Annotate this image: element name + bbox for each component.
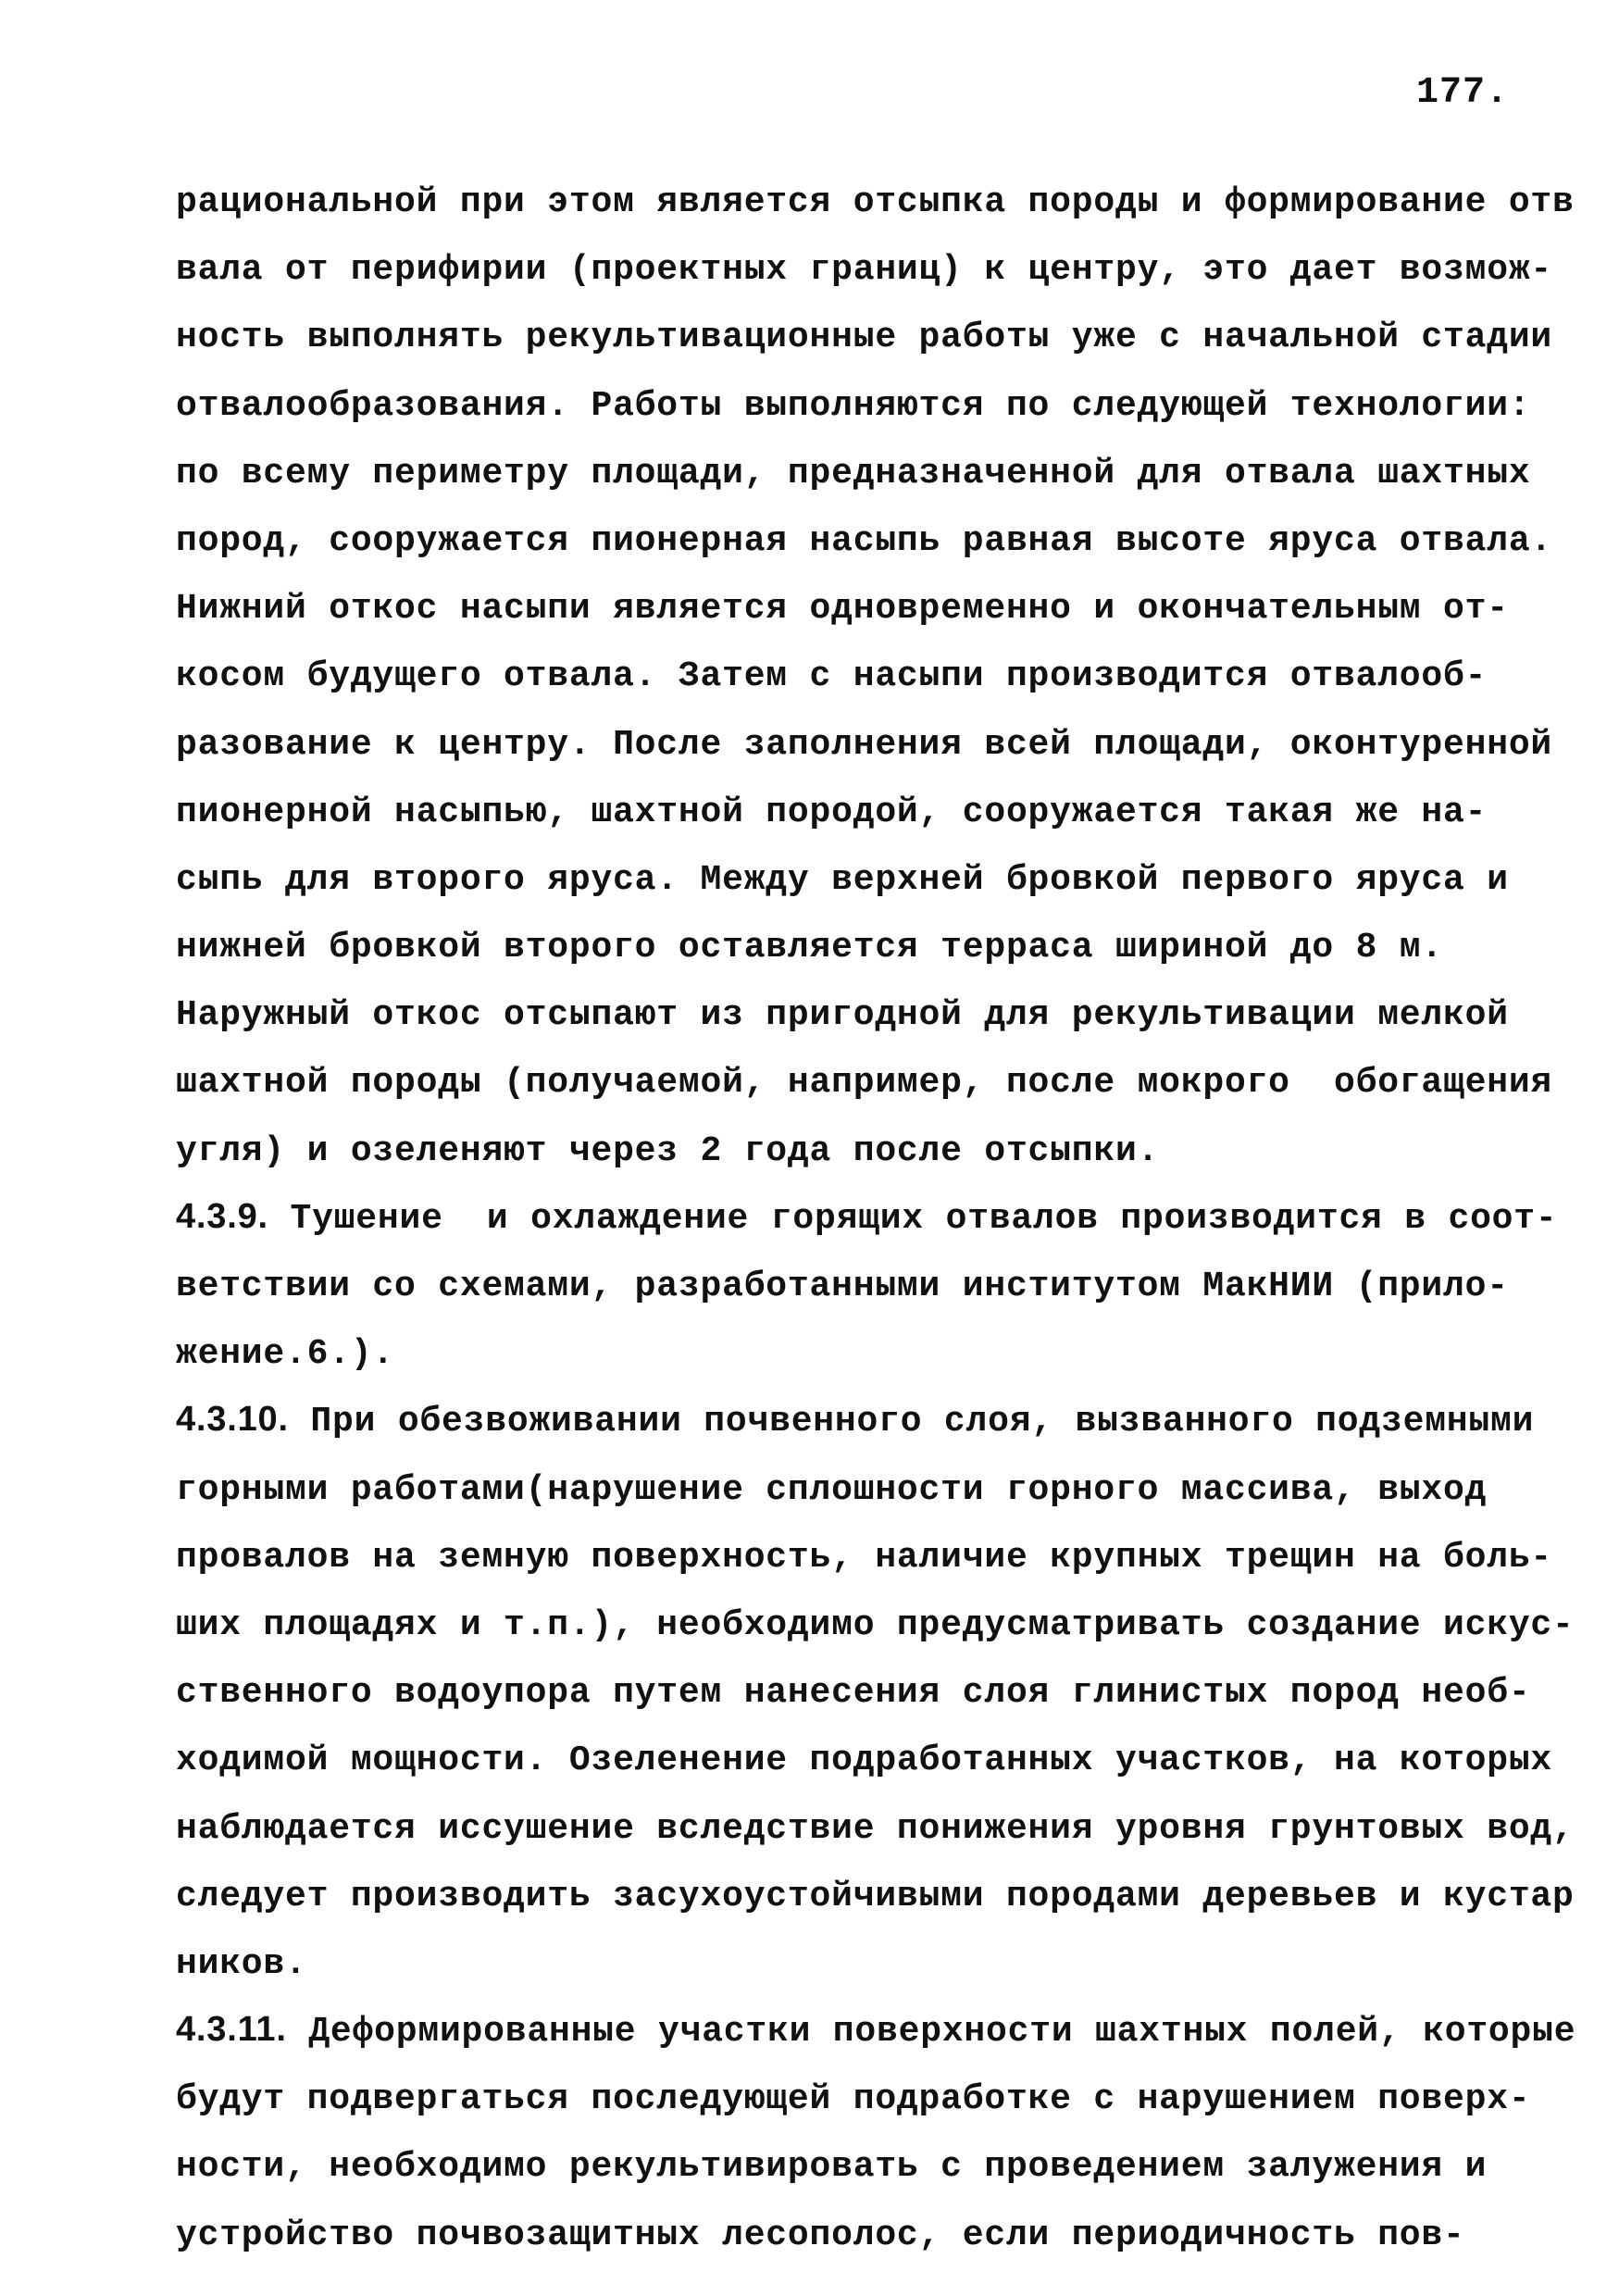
line-text: горными работами(нарушение сплошности горного массива, выход [176, 1469, 1488, 1510]
line-text: шахтной породы (получаемой, например, после мокрого обогащения [176, 1063, 1553, 1104]
line-text: Тушение и охлаждение горящих отвалов производится в соот- [268, 1198, 1558, 1239]
text-line [176, 2131, 1488, 2199]
line-text: рациональной при этом является отсыпка породы и формирование отв [176, 182, 1575, 222]
text-line [176, 2064, 1531, 2131]
line-text: следует производить засухоустойчивыми породами деревьев и кустар [176, 1876, 1575, 1916]
text-line [176, 980, 1509, 1047]
line-text: косом будущего отвала. Затем с насыпи производится отвалооб- [176, 656, 1488, 697]
line-text: будут подвергаться последующей подработке с нарушением поверх- [176, 2079, 1531, 2120]
line-text: Деформированные участки поверхности шахтных полей, которые [286, 2012, 1576, 2053]
paragraph-number: 4.3.9. [176, 1196, 268, 1236]
line-text: ходимой мощности. Озеленение подработанных участков, на которых [176, 1741, 1553, 1781]
text-line [176, 777, 1488, 844]
text-line [176, 1861, 1575, 1928]
text-line [176, 2200, 1472, 2267]
line-text: жение.6.). [176, 1334, 395, 1375]
line-text: пород, сооружается пионерная насыпь равная высоте яруса отвала. [176, 520, 1553, 561]
line-text: Наружный откос отсыпают из пригодной для рекультивации мелкой [176, 995, 1509, 1036]
line-text: ности, необходимо рекультивировать с проведением залужения и [176, 2147, 1488, 2188]
text-line [176, 1386, 1535, 1454]
text-line [176, 844, 1509, 912]
line-text: Нижний откос насыпи является одновременно и окончательным от- [176, 589, 1509, 630]
line-text: ников. [176, 1943, 307, 1984]
text-line [176, 1454, 1488, 1522]
line-text: нижней бровкой второго оставляется терраса шириной до 8 м. [176, 928, 1444, 968]
text-line [176, 1318, 1472, 1386]
text-line [176, 1928, 1472, 1996]
line-text: сыпь для второго яруса. Между верхней бровкой первого яруса и [176, 859, 1509, 900]
text-line [176, 1047, 1553, 1115]
line-text: ветствии со схемами, разработанными институтом МакНИИ (прило- [176, 1267, 1509, 1306]
line-text: устройство почвозащитных лесополос, если периодичность пов- [176, 2215, 1465, 2255]
text-line [176, 302, 1553, 369]
text-line [176, 438, 1531, 505]
line-text: провалов на земную поверхность, наличие крупных трещин на боль- [176, 1537, 1553, 1578]
line-text: вала от перифирии (проектных границ) к центру, это дает возмож- [176, 250, 1553, 291]
line-text: отвалообразования. Работы выполняются по следующей технологии: [176, 385, 1531, 426]
line-text: угля) и озеленяют через 2 года после отсыпки. [176, 1130, 1160, 1171]
text-line [176, 1183, 1558, 1251]
text-line [176, 1251, 1509, 1318]
line-text: разование к центру. После заполнения всей площади, оконтуренной [176, 724, 1553, 765]
line-text: ших площадях и т.п.), необходимо предусматривать создание искус- [176, 1604, 1575, 1645]
line-text: по всему периметру площади, предназначенной для отвала шахтных [176, 453, 1531, 493]
line-text: пионерной насыпью, шахтной породой, сооружается такая же на- [176, 792, 1488, 832]
text-line [176, 1657, 1531, 1725]
line-text: ственного водоупора путем нанесения слоя глинистых пород необ- [176, 1673, 1531, 1714]
line-text: наблюдается иссушение вследствие понижения уровня грунтовых вод, [176, 1808, 1575, 1849]
text-line [176, 1725, 1553, 1792]
text-line [176, 1590, 1575, 1657]
text-line [176, 1793, 1575, 1861]
body-text [176, 167, 1576, 2267]
text-line [176, 709, 1553, 777]
text-line [176, 505, 1553, 573]
text-line [176, 234, 1553, 302]
line-text: При обезвоживании почвенного слоя, вызванного подземными [288, 1402, 1535, 1442]
line-text: ность выполнять рекультивационные работы уже с начальной стадии [176, 318, 1553, 358]
page-number: 177. [1416, 72, 1510, 114]
text-line [176, 1116, 1472, 1183]
paragraph-number: 4.3.10. [176, 1400, 289, 1440]
text-line [176, 573, 1509, 641]
text-line [176, 1996, 1576, 2064]
text-line [176, 912, 1472, 980]
text-line [176, 167, 1575, 234]
text-line [176, 370, 1531, 438]
text-line [176, 1522, 1553, 1590]
text-line [176, 641, 1488, 708]
paragraph-number: 4.3.11. [176, 2010, 287, 2050]
